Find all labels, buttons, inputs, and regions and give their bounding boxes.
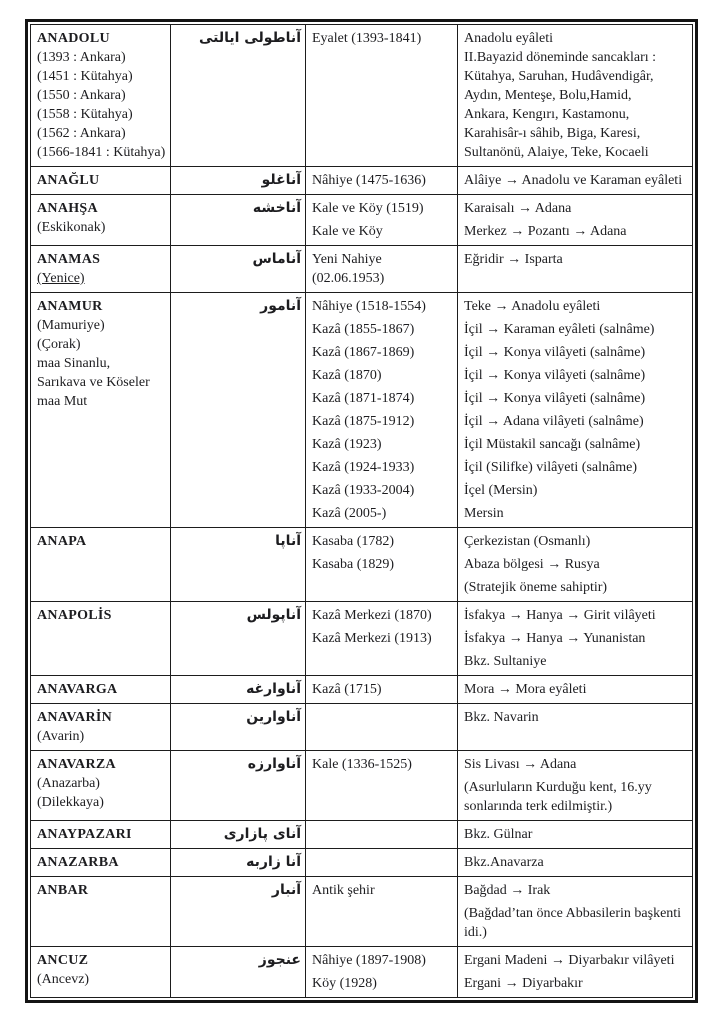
place-name-cell — [31, 25, 171, 167]
table-row — [31, 947, 693, 998]
status-cell — [306, 821, 458, 849]
status-cell — [306, 704, 458, 751]
status-item: Nâhiye (1475-1636) — [312, 173, 426, 188]
status-item: Kale ve Köy — [312, 224, 383, 239]
ottoman-name-cell — [171, 877, 306, 947]
table-row — [31, 877, 693, 947]
place-name-alias: (1451 : Kütahya) — [37, 69, 133, 84]
ottoman-script: آناوارغه — [246, 681, 301, 697]
note-item: Bağdad → Irak — [464, 883, 551, 898]
table-row — [31, 704, 693, 751]
note-item: İçil → Konya vilâyeti (salnâme) — [464, 368, 646, 383]
status-item: Kazâ (1715) — [312, 682, 382, 697]
ottoman-name-cell — [171, 25, 306, 167]
place-name-alias: (1558 : Kütahya) — [37, 107, 133, 122]
place-name: ANAVARZA — [37, 757, 116, 772]
status-cell — [306, 877, 458, 947]
status-item: Yeni Nahiye (02.06.1953) — [312, 252, 385, 286]
place-name-alias: (1566-1841 : Kütahya) — [37, 145, 166, 160]
place-name-cell — [31, 293, 171, 528]
place-name: ANAYPAZARI — [37, 827, 132, 842]
status-cell — [306, 751, 458, 821]
note-item: Ergani Madeni → Diyarbakır vilâyeti — [464, 953, 675, 968]
place-name-cell — [31, 167, 171, 195]
place-name-alias: (1562 : Ankara) — [37, 126, 126, 141]
note-item: Karaisalı → Adana — [464, 201, 572, 216]
status-item: Kazâ (1933-2004) — [312, 483, 415, 498]
table-row — [31, 676, 693, 704]
status-item: Eyalet (1393-1841) — [312, 31, 422, 46]
status-item: Nâhiye (1897-1908) — [312, 953, 426, 968]
gazetteer-table — [30, 24, 693, 998]
note-item: Abaza bölgesi → Rusya — [464, 557, 600, 572]
notes-cell — [458, 704, 693, 751]
ottoman-name-cell — [171, 821, 306, 849]
table-row — [31, 167, 693, 195]
place-name: ANCUZ — [37, 953, 89, 968]
ottoman-name-cell — [171, 602, 306, 676]
ottoman-name-cell — [171, 293, 306, 528]
status-item: Kale ve Köy (1519) — [312, 201, 424, 216]
ottoman-name-cell — [171, 528, 306, 602]
note-item: Mora → Mora eyâleti — [464, 682, 587, 697]
place-name-cell — [31, 877, 171, 947]
place-name: ANAMUR — [37, 299, 103, 314]
place-name-alias: (Dilekkaya) — [37, 795, 104, 810]
ottoman-name-cell — [171, 751, 306, 821]
table-row — [31, 528, 693, 602]
place-name-alias: Sarıkava ve Köseler — [37, 375, 150, 390]
ottoman-script: آنبار — [271, 882, 301, 898]
table-row — [31, 602, 693, 676]
note-item: Bkz. Gülnar — [464, 827, 533, 842]
note-item: II.Bayazid döneminde sancakları : — [464, 50, 657, 65]
notes-cell — [458, 293, 693, 528]
place-name: ANAMAS — [37, 252, 101, 267]
note-item: İçil → Adana vilâyeti (salnâme) — [464, 414, 644, 429]
status-item: Kazâ (1867-1869) — [312, 345, 415, 360]
note-item: Mersin — [464, 506, 504, 521]
notes-cell — [458, 947, 693, 998]
table-row — [31, 293, 693, 528]
status-item: Kazâ (1924-1933) — [312, 460, 415, 475]
place-name: ANAPA — [37, 534, 87, 549]
status-cell — [306, 167, 458, 195]
note-item: Çerkezistan (Osmanlı) — [464, 534, 591, 549]
notes-cell — [458, 246, 693, 293]
ottoman-script: آنامور — [260, 298, 301, 314]
place-name: ANAĞLU — [37, 173, 100, 188]
place-name: ANAVARGA — [37, 682, 118, 697]
status-item: Kazâ (2005-) — [312, 506, 387, 521]
gazetteer-body — [31, 25, 693, 998]
status-item: Kasaba (1829) — [312, 557, 395, 572]
note-item: Teke → Anadolu eyâleti — [464, 299, 601, 314]
table-row — [31, 751, 693, 821]
note-item: Alâiye → Anadolu ve Karaman eyâleti — [464, 173, 683, 188]
status-item: Kazâ (1870) — [312, 368, 382, 383]
status-cell — [306, 947, 458, 998]
notes-cell — [458, 602, 693, 676]
table-row — [31, 821, 693, 849]
status-item: Kazâ (1875-1912) — [312, 414, 415, 429]
note-item: (Bağdad’tan önce Abbasilerin başkenti idi.) — [464, 906, 682, 940]
place-name-cell — [31, 528, 171, 602]
note-item: (Stratejik öneme sahiptir) — [464, 580, 608, 595]
place-name-cell — [31, 751, 171, 821]
status-item: Nâhiye (1518-1554) — [312, 299, 426, 314]
note-item: Bkz. Navarin — [464, 710, 539, 725]
note-item: İçil → Karaman eyâleti (salnâme) — [464, 322, 655, 337]
notes-cell — [458, 877, 693, 947]
ottoman-script: آناپا — [275, 533, 301, 549]
place-name-alias: (Avarin) — [37, 729, 85, 744]
note-item: İçil → Konya vilâyeti (salnâme) — [464, 345, 646, 360]
place-name-alias: (Mamuriye) — [37, 318, 105, 333]
ottoman-name-cell — [171, 676, 306, 704]
status-cell — [306, 676, 458, 704]
ottoman-script: آناوارين — [246, 709, 301, 725]
place-name-cell — [31, 602, 171, 676]
place-name-cell — [31, 849, 171, 877]
place-name: ANADOLU — [37, 31, 110, 46]
note-item: Ankara, Kengırı, Kastamonu, — [464, 107, 630, 122]
note-item: İsfakya → Hanya → Yunanistan — [464, 631, 646, 646]
notes-cell — [458, 195, 693, 246]
place-name-cell — [31, 195, 171, 246]
table-row — [31, 849, 693, 877]
status-item: Köy (1928) — [312, 976, 377, 991]
note-item: İçil (Silifke) vilâyeti (salnâme) — [464, 460, 637, 475]
notes-cell — [458, 849, 693, 877]
place-name-alias: (Yenice) — [37, 271, 85, 286]
table-row — [31, 195, 693, 246]
place-name-cell — [31, 676, 171, 704]
ottoman-script: آناطولى ايالتى — [198, 30, 301, 46]
place-name-cell — [31, 947, 171, 998]
status-item: Kazâ (1871-1874) — [312, 391, 415, 406]
status-item: Kazâ Merkezi (1870) — [312, 608, 432, 623]
table-row — [31, 246, 693, 293]
status-item: Kale (1336-1525) — [312, 757, 412, 772]
place-name-cell — [31, 246, 171, 293]
place-name-alias: (Çorak) — [37, 337, 81, 352]
status-item: Kasaba (1782) — [312, 534, 395, 549]
place-name-alias: (1550 : Ankara) — [37, 88, 126, 103]
place-name: ANAPOLİS — [37, 608, 112, 623]
notes-cell — [458, 751, 693, 821]
place-name-alias: maa Mut — [37, 394, 88, 409]
note-item: Bkz. Sultaniye — [464, 654, 547, 669]
place-name: ANAZARBA — [37, 855, 119, 870]
status-cell — [306, 849, 458, 877]
place-name-alias: maa Sinanlu, — [37, 356, 111, 371]
status-item: Antik şehir — [312, 883, 375, 898]
place-name-alias: (Eskikonak) — [37, 220, 106, 235]
note-item: (Asurluların Kurduğu kent, 16.yy sonlarında terk edilmiştir.) — [464, 780, 652, 814]
ottoman-name-cell — [171, 704, 306, 751]
note-item: Karahisâr-ı sâhib, Biga, Karesi, — [464, 126, 641, 141]
note-item: Ergani → Diyarbakır — [464, 976, 583, 991]
ottoman-script: آنا زاربه — [246, 854, 301, 870]
note-item: Merkez → Pozantı → Adana — [464, 224, 627, 239]
status-item: Kazâ (1855-1867) — [312, 322, 415, 337]
status-cell — [306, 246, 458, 293]
place-name-cell — [31, 821, 171, 849]
ottoman-name-cell — [171, 947, 306, 998]
table-frame — [25, 19, 698, 1003]
table-row — [31, 25, 693, 167]
note-item: İsfakya → Hanya → Girit vilâyeti — [464, 608, 656, 623]
place-name-alias: (Anazarba) — [37, 776, 100, 791]
note-item: İçil → Konya vilâyeti (salnâme) — [464, 391, 646, 406]
status-item: Kazâ Merkezi (1913) — [312, 631, 432, 646]
status-cell — [306, 602, 458, 676]
status-cell — [306, 528, 458, 602]
note-item: Sultanönü, Alaiye, Teke, Kocaeli — [464, 145, 649, 160]
ottoman-script: آناخشه — [252, 200, 301, 216]
note-item: Kütahya, Saruhan, Hudâvendigâr, — [464, 69, 654, 84]
note-item: Sis Livası → Adana — [464, 757, 577, 772]
place-name-cell — [31, 704, 171, 751]
place-name-alias: (1393 : Ankara) — [37, 50, 126, 65]
ottoman-script: عنجوز — [258, 952, 301, 968]
notes-cell — [458, 25, 693, 167]
notes-cell — [458, 821, 693, 849]
note-item: Anadolu eyâleti — [464, 31, 554, 46]
ottoman-script: آناپولس — [246, 607, 301, 623]
notes-cell — [458, 167, 693, 195]
ottoman-script: آناوارزه — [247, 756, 301, 772]
place-name: ANAVARİN — [37, 710, 113, 725]
status-cell — [306, 293, 458, 528]
place-name: ANAHŞA — [37, 201, 98, 216]
ottoman-name-cell — [171, 849, 306, 877]
status-item: Kazâ (1923) — [312, 437, 382, 452]
ottoman-name-cell — [171, 195, 306, 246]
notes-cell — [458, 528, 693, 602]
status-cell — [306, 195, 458, 246]
note-item: Eğridir → Isparta — [464, 252, 563, 267]
note-item: Aydın, Menteşe, Bolu,Hamid, — [464, 88, 632, 103]
ottoman-script: آناغلو — [261, 172, 301, 188]
place-name: ANBAR — [37, 883, 89, 898]
note-item: İçil Müstakil sancağı (salnâme) — [464, 437, 641, 452]
note-item: Bkz.Anavarza — [464, 855, 544, 870]
note-item: İçel (Mersin) — [464, 483, 538, 498]
place-name-alias: (Ancevz) — [37, 972, 90, 987]
ottoman-script: آناى پازارى — [223, 826, 301, 842]
status-cell — [306, 25, 458, 167]
notes-cell — [458, 676, 693, 704]
ottoman-name-cell — [171, 167, 306, 195]
ottoman-script: آناماس — [252, 251, 301, 267]
ottoman-name-cell — [171, 246, 306, 293]
